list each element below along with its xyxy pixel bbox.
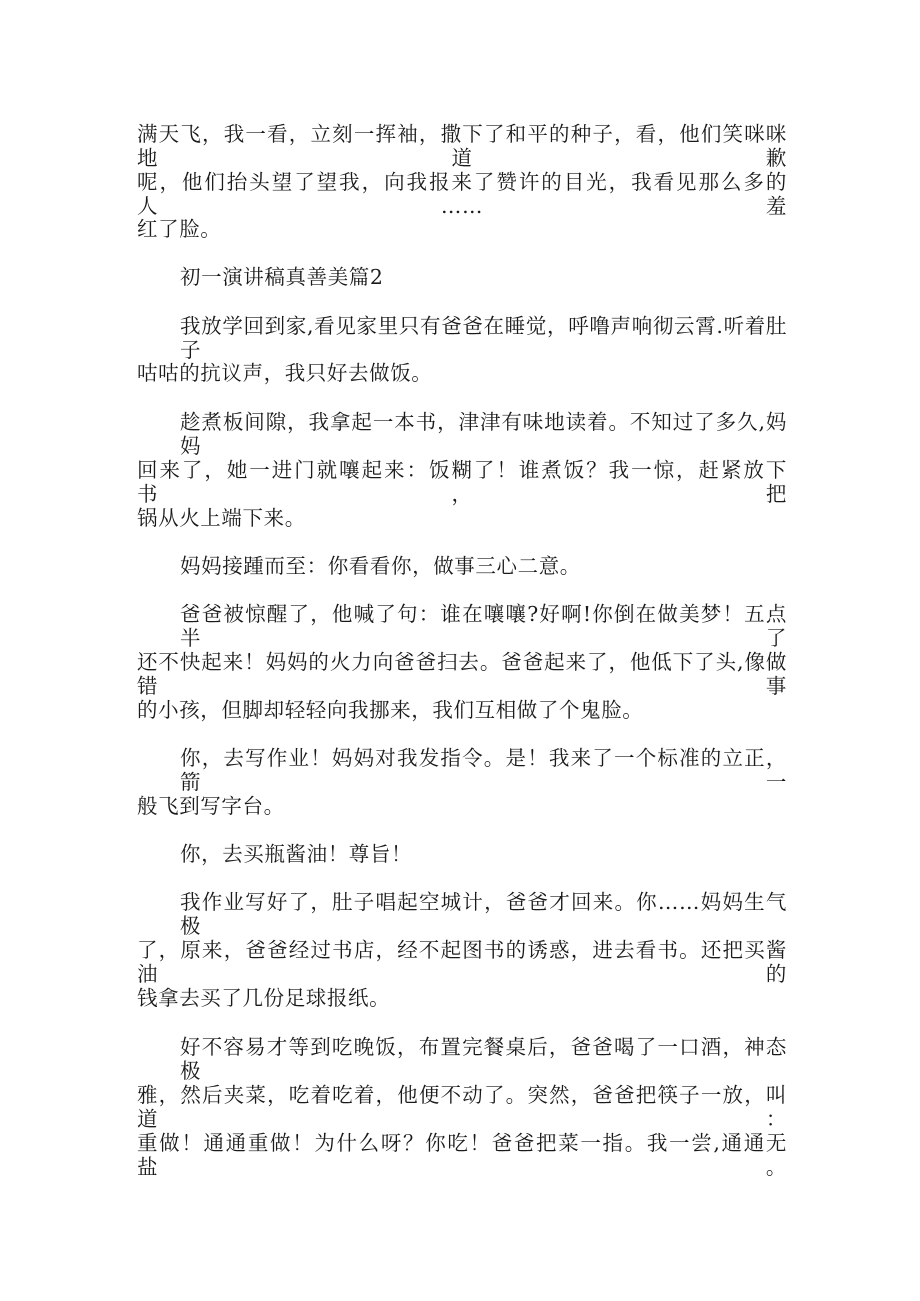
text-line: 趁煮板间隙，我拿起一本书，津津有味地读着。不知过了多久,妈妈 xyxy=(180,410,787,458)
text-line: 呢，他们抬头望了望我，向我报来了赞许的目光，我看见那么多的人……羞 xyxy=(137,170,787,218)
text-line: 你，去买瓶酱油！尊旨！ xyxy=(180,842,413,866)
text-line: 的小孩，但脚却轻轻向我挪来，我们互相做了个鬼脸。 xyxy=(137,698,644,722)
text-line: 雅，然后夹菜，吃着吃着，他便不动了。突然，爸爸把筷子一放，叫道： xyxy=(137,1083,787,1131)
text-line: 满天飞，我一看，立刻一挥袖，撒下了和平的种子，看，他们笑咪咪地道歉 xyxy=(137,122,787,170)
section-heading: 初一演讲稿真善美篇2 xyxy=(180,265,384,289)
text-line: 我作业写好了，肚子唱起空城计，爸爸才回来。你……妈妈生气极 xyxy=(180,890,787,938)
text-line: 般飞到写字台。 xyxy=(137,794,285,818)
text-line: 重做！通通重做！为什么呀？你吃！爸爸把菜一指。我一尝,通通无盐。 xyxy=(137,1131,787,1179)
text-line: 回来了，她一进门就嚷起来：饭糊了！谁煮饭？我一惊，赶紧放下书，把 xyxy=(137,458,787,506)
text-line: 爸爸被惊醒了，他喊了句：谁在嚷嚷?好啊!你倒在做美梦！五点半了 xyxy=(180,602,787,650)
text-line: 你，去写作业！妈妈对我发指令。是！我来了一个标准的立正，箭一 xyxy=(180,746,787,794)
text-line: 好不容易才等到吃晚饭，布置完餐桌后，爸爸喝了一口酒，神态极 xyxy=(180,1035,787,1083)
text-line: 妈妈接踵而至：你看看你，做事三心二意。 xyxy=(180,554,581,578)
text-line: 我放学回到家,看见家里只有爸爸在睡觉，呼噜声响彻云霄.听着肚子 xyxy=(180,314,787,362)
text-line: 还不快起来！妈妈的火力向爸爸扫去。爸爸起来了，他低下了头,像做错事 xyxy=(137,650,787,698)
text-line: 钱拿去买了几份足球报纸。 xyxy=(137,986,391,1010)
text-line: 了，原来，爸爸经过书店，经不起图书的诱惑，进去看书。还把买酱油的 xyxy=(137,938,787,986)
text-line: 红了脸。 xyxy=(137,217,222,241)
text-line: 锅从火上端下来。 xyxy=(137,506,306,530)
text-line: 咕咕的抗议声，我只好去做饭。 xyxy=(137,361,433,385)
